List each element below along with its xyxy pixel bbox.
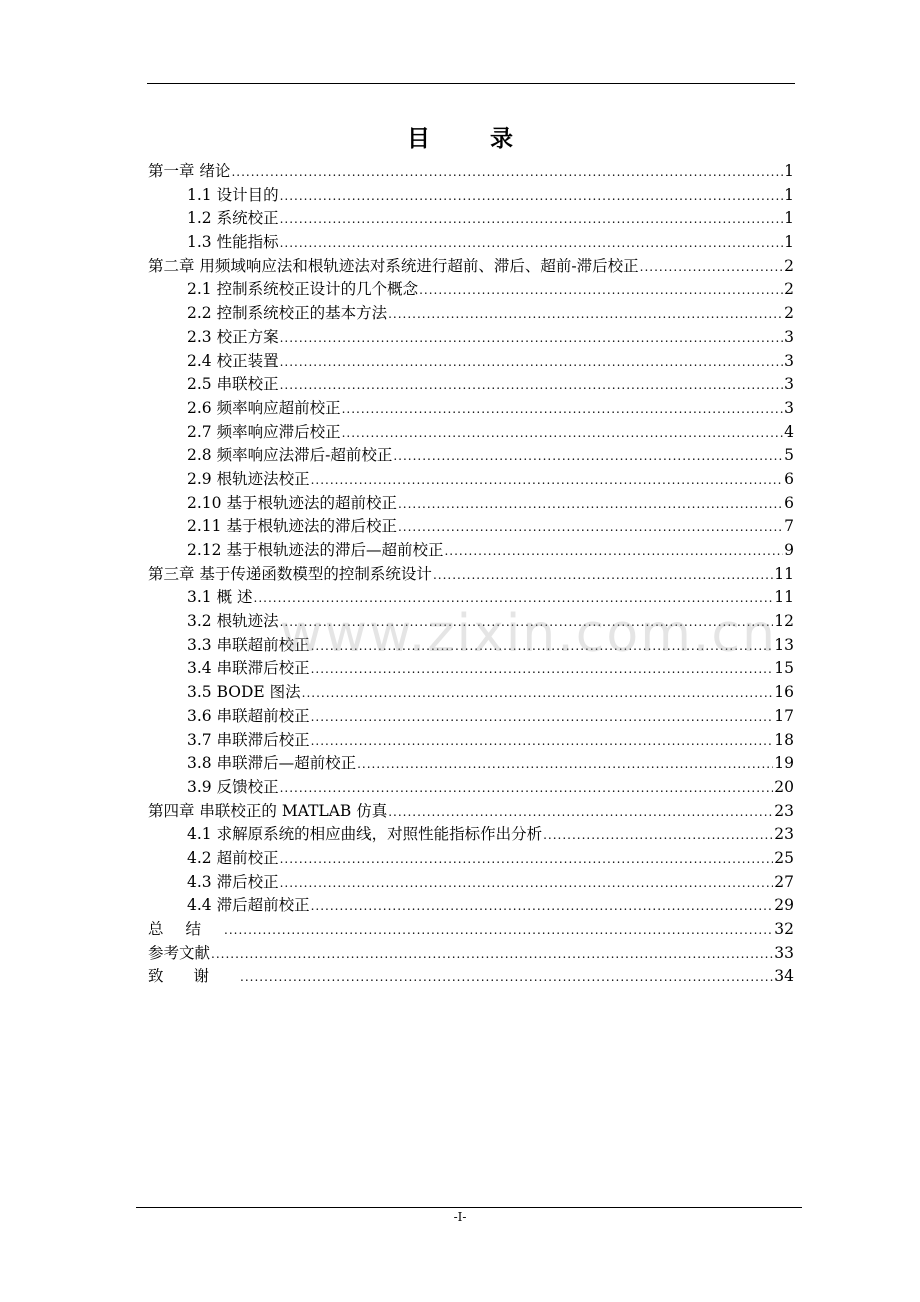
toc-page-number: 1 — [784, 209, 794, 228]
toc-dot-leader — [280, 208, 784, 232]
toc-page-number: 29 — [774, 896, 794, 915]
toc-entry-title: 2.9 根轨迹法校正 — [187, 469, 310, 488]
toc-page-number: 12 — [774, 612, 794, 631]
toc-page-number: 4 — [784, 422, 794, 441]
toc-section-entry[interactable] — [148, 231, 794, 255]
toc-section-entry[interactable] — [148, 326, 794, 350]
toc-page-number: 2 — [784, 304, 794, 323]
toc-dot-leader — [398, 516, 783, 540]
toc-section-entry[interactable] — [148, 207, 794, 231]
toc-entry-title: 2.1 控制系统校正设计的几个概念 — [187, 280, 419, 299]
toc-chapter-entry[interactable] — [148, 942, 794, 966]
toc-entry-title: 总结 — [148, 920, 224, 938]
toc-dot-leader — [342, 398, 784, 422]
toc-entry-title: 第二章 用频域响应法和根轨迹法对系统进行超前、滞后、超前-滞后校正 — [148, 256, 639, 275]
toc-entry-title: 3.3 串联超前校正 — [187, 635, 310, 654]
toc-entry-title: 3.1 概 述 — [187, 588, 253, 607]
toc-page-number: 3 — [784, 351, 794, 370]
toc-chapter-entry[interactable] — [148, 255, 794, 279]
toc-section-entry[interactable] — [148, 729, 794, 753]
toc-page-number: 2 — [784, 256, 794, 275]
toc-section-entry[interactable] — [148, 847, 794, 871]
page-number: -I- — [453, 1210, 467, 1224]
toc-chapter-entry[interactable] — [148, 965, 794, 989]
toc-entry-title: 致谢 — [148, 967, 240, 986]
toc-page-number: 11 — [774, 588, 794, 607]
toc-section-entry[interactable] — [148, 871, 794, 895]
toc-entry-title: 1.3 性能指标 — [187, 233, 279, 252]
toc-section-entry[interactable] — [148, 278, 794, 302]
toc-page-number: 15 — [774, 659, 794, 678]
toc-entry-title: 第一章 绪论 — [148, 162, 231, 180]
toc-dot-leader — [280, 872, 774, 896]
toc-section-entry[interactable] — [148, 681, 794, 705]
toc-dot-leader — [240, 966, 773, 990]
toc-entry-title: 3.5 BODE 图法 — [187, 683, 301, 702]
toc-entry-title: 3.4 串联滞后校正 — [187, 659, 310, 678]
toc-dot-leader — [231, 161, 783, 185]
toc-entry-title: 3.7 串联滞后校正 — [187, 730, 310, 749]
toc-dot-leader — [311, 895, 774, 919]
toc-dot-leader — [388, 801, 773, 825]
toc-entry-title: 2.6 频率响应超前校正 — [187, 398, 341, 417]
toc-entry-title: 4.4 滞后超前校正 — [187, 896, 310, 915]
toc-dot-leader — [280, 848, 774, 872]
toc-section-entry[interactable] — [148, 515, 794, 539]
toc-section-entry[interactable] — [148, 397, 794, 421]
toc-section-entry[interactable] — [148, 421, 794, 445]
toc-page-number: 6 — [784, 493, 794, 512]
toc-page-number: 1 — [784, 233, 794, 252]
page-title: 目 录 — [406, 125, 539, 152]
toc-section-entry[interactable] — [148, 373, 794, 397]
toc-page-number: 34 — [774, 967, 794, 986]
toc-page-number: 16 — [774, 683, 794, 702]
toc-section-entry[interactable] — [148, 492, 794, 516]
toc-section-entry[interactable] — [148, 539, 794, 563]
toc-section-entry[interactable] — [148, 894, 794, 918]
toc-entry-title: 4.3 滞后校正 — [187, 872, 279, 891]
toc-page-number: 3 — [784, 398, 794, 417]
toc-page-number: 3 — [784, 375, 794, 394]
toc-dot-leader — [311, 730, 774, 754]
toc-entry-title: 3.8 串联滞后—超前校正 — [187, 754, 357, 773]
toc-dot-leader — [280, 232, 784, 256]
toc-entry-title: 4.1 求解原系统的相应曲线，对照性能指标作出分析 — [187, 825, 543, 844]
toc-dot-leader — [302, 682, 774, 706]
toc-entry-title: 2.10 基于根轨迹法的超前校正 — [187, 493, 397, 512]
toc-page-number: 6 — [784, 469, 794, 488]
toc-entry-title: 4.2 超前校正 — [187, 848, 279, 867]
toc-chapter-entry[interactable] — [148, 800, 794, 824]
toc-entry-title: 第三章 基于传递函数模型的控制系统设计 — [148, 564, 432, 583]
toc-entry-title: 1.1 设计目的 — [187, 185, 279, 204]
toc-page-number: 19 — [774, 754, 794, 773]
toc-section-entry[interactable] — [148, 444, 794, 468]
toc-entry-title: 2.3 校正方案 — [187, 327, 279, 346]
toc-entry-title: 3.6 串联超前校正 — [187, 706, 310, 725]
toc-dot-leader — [280, 327, 784, 351]
toc-page-number: 32 — [774, 920, 794, 938]
toc-entry-title: 2.5 串联校正 — [187, 375, 279, 394]
toc-entry-title: 2.7 频率响应滞后校正 — [187, 422, 341, 441]
toc-section-entry[interactable] — [148, 350, 794, 374]
toc-dot-leader — [419, 279, 783, 303]
toc-page-number: 1 — [784, 162, 794, 180]
toc-dot-leader — [444, 540, 783, 564]
toc-entry-title: 1.2 系统校正 — [187, 209, 279, 228]
toc-entry-title: 2.2 控制系统校正的基本方法 — [187, 304, 388, 323]
toc-dot-leader — [280, 185, 784, 209]
toc-page-number: 11 — [774, 564, 794, 583]
toc-page-number: 3 — [784, 327, 794, 346]
toc-entry-title: 3.2 根轨迹法 — [187, 612, 279, 631]
toc-dot-leader — [543, 824, 773, 848]
toc-page-number: 20 — [774, 777, 794, 796]
toc-page-number: 7 — [784, 517, 794, 536]
toc-dot-leader — [357, 753, 773, 777]
toc-page-number: 5 — [784, 446, 794, 465]
toc-entry-title: 3.9 反馈校正 — [187, 777, 279, 796]
toc-chapter-entry[interactable] — [148, 563, 794, 587]
toc-page-number: 23 — [774, 801, 794, 820]
toc-page-number: 13 — [774, 635, 794, 654]
toc-section-entry[interactable] — [148, 184, 794, 208]
toc-page-number: 17 — [774, 706, 794, 725]
toc-section-entry[interactable] — [148, 468, 794, 492]
toc-chapter-entry[interactable] — [148, 918, 794, 942]
toc-entry-title: 2.8 频率响应法滞后-超前校正 — [187, 446, 393, 465]
toc-page-number: 25 — [774, 848, 794, 867]
toc-entry-title: 2.12 基于根轨迹法的滞后—超前校正 — [187, 541, 444, 559]
toc-section-entry[interactable] — [148, 302, 794, 326]
toc-page-number: 33 — [774, 943, 794, 962]
toc-dot-leader — [311, 706, 774, 730]
toc-section-entry[interactable] — [148, 823, 794, 847]
footer-rule — [136, 1207, 802, 1208]
toc-page-number: 27 — [774, 872, 794, 891]
toc-dot-leader — [280, 351, 784, 375]
toc-dot-leader — [211, 943, 773, 967]
toc-dot-leader — [398, 493, 783, 517]
toc-dot-leader — [280, 777, 774, 801]
watermark: www.zixin.com.cn — [280, 604, 777, 664]
toc-entry-title: 2.11 基于根轨迹法的滞后校正 — [187, 517, 397, 536]
table-of-contents — [148, 160, 794, 989]
toc-dot-leader — [393, 445, 783, 469]
toc-section-entry[interactable] — [148, 776, 794, 800]
toc-page-number: 23 — [774, 825, 794, 844]
toc-entry-title: 2.4 校正装置 — [187, 351, 279, 370]
toc-dot-leader — [280, 374, 784, 398]
toc-chapter-entry[interactable] — [148, 160, 794, 184]
toc-section-entry[interactable] — [148, 752, 794, 776]
toc-dot-leader — [224, 919, 773, 943]
header-rule — [147, 83, 795, 84]
toc-page-number: 1 — [784, 185, 794, 204]
toc-dot-leader — [388, 303, 783, 327]
toc-dot-leader — [640, 256, 783, 280]
toc-entry-title: 参考文献 — [148, 943, 211, 962]
toc-page-number: 9 — [784, 541, 794, 559]
toc-page-number: 2 — [784, 280, 794, 299]
toc-section-entry[interactable] — [148, 705, 794, 729]
toc-entry-title: 第四章 串联校正的 MATLAB 仿真 — [148, 801, 388, 820]
toc-dot-leader — [342, 422, 784, 446]
toc-dot-leader — [433, 564, 773, 588]
toc-dot-leader — [311, 469, 784, 493]
toc-page-number: 18 — [774, 730, 794, 749]
